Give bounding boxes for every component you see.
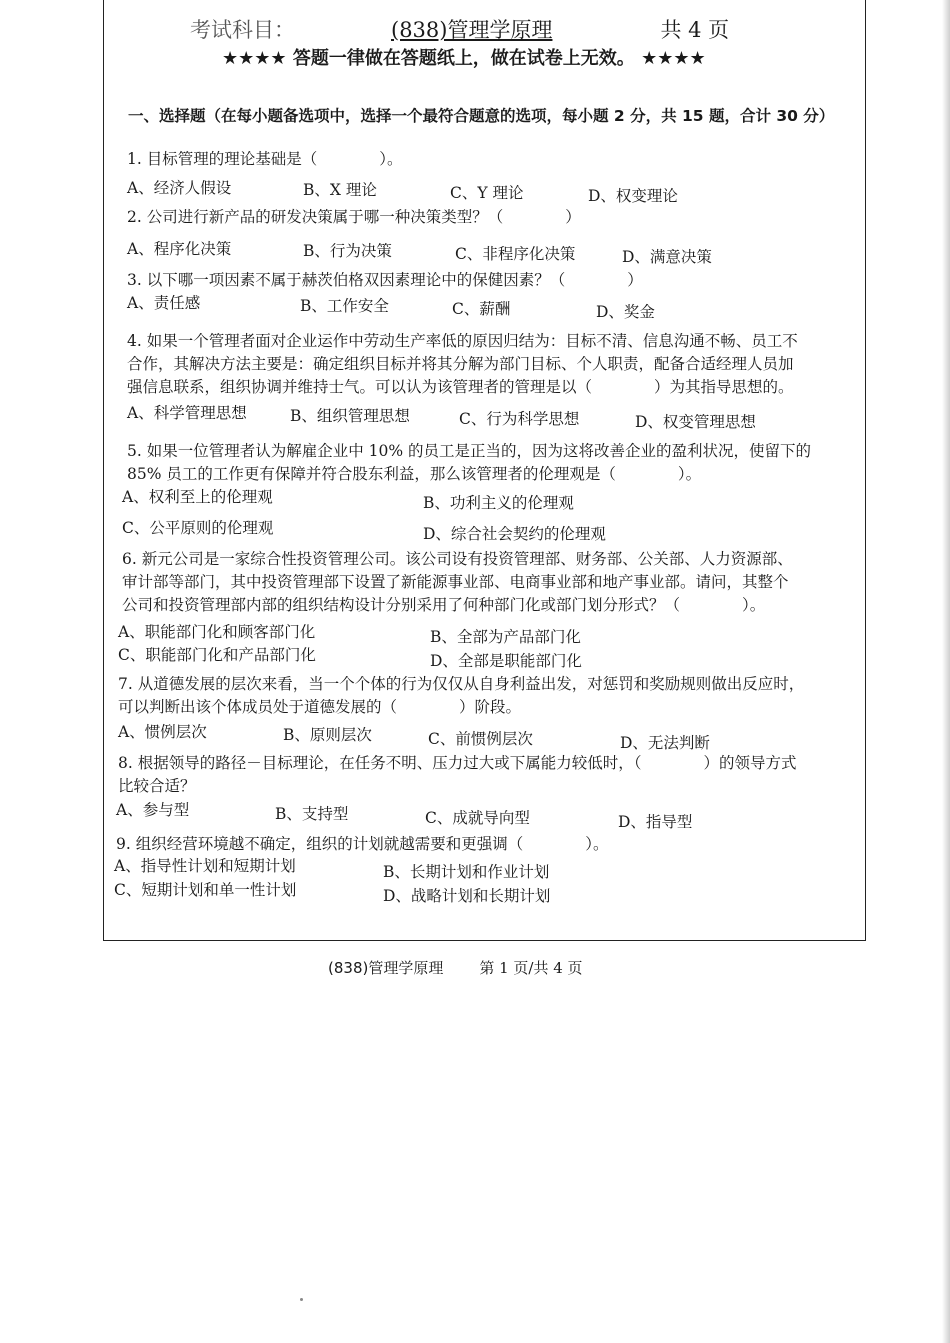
option-b: B、支持型	[275, 805, 349, 823]
option-c: C、行为科学思想	[459, 410, 580, 428]
option-d: D、战略计划和长期计划	[383, 887, 551, 905]
exam-notice: ★★★★ 答题一律做在答题纸上，做在试卷上无效。 ★★★★	[222, 48, 706, 69]
option-b: B、组织管理思想	[290, 407, 410, 425]
option-b: B、功利主义的伦理观	[423, 494, 574, 512]
question-2	[127, 206, 581, 229]
page-footer	[328, 957, 583, 978]
option-b: B、长期计划和作业计划	[383, 863, 550, 881]
question-stem-line-3: 公司和投资管理部内部的组织结构设计分别采用了何种部门化或部门划分形式？（ ）。	[122, 596, 766, 614]
option-b: B、X 理论	[303, 181, 377, 199]
question-7	[118, 673, 804, 719]
option-a: A、惯例层次	[118, 723, 207, 741]
question-stem-line-2: 85% 员工的工作更有保障并符合股东利益，那么该管理者的伦理观是（ ）。	[127, 465, 702, 483]
option-b: B、工作安全	[300, 297, 389, 315]
option-d: D、权变管理思想	[635, 413, 756, 431]
option-c: C、公平原则的伦理观	[122, 519, 274, 537]
question-3	[127, 269, 643, 292]
question-stem-line-2: 合作，其解决方法主要是：确定组织目标并将其分解为部门目标、个人职责，配备合适经理人员加	[127, 355, 794, 373]
question-5	[127, 440, 811, 486]
question-6	[122, 548, 793, 617]
footer-page-number: 第 1 页/共 4 页	[479, 959, 583, 977]
question-stem-line-1: 6. 新元公司是一家综合性投资管理公司。该公司设有投资管理部、财务部、公关部、人力资源部、	[122, 550, 793, 568]
question-stem: 3. 以下哪一项因素不属于赫茨伯格双因素理论中的保健因素？（ ）	[127, 271, 643, 289]
question-stem-line-1: 7. 从道德发展的层次来看，当一个个体的行为仅仅从自身利益出发，对惩罚和奖励规则做出反应时，	[118, 675, 805, 693]
section-title: 一、选择题（在每小题备选项中，选择一个最符合题意的选项，每小题 2 分，共 15 题，合计 30 分）	[128, 107, 835, 125]
scan-edge-shadow	[942, 0, 950, 1343]
question-stem-line-1: 4. 如果一个管理者面对企业运作中劳动生产率低的原因归结为：目标不清、信息沟通不畅、员工不	[127, 332, 798, 350]
option-b: B、全部为产品部门化	[430, 628, 581, 646]
scan-speck	[300, 1298, 303, 1301]
option-c: C、非程序化决策	[455, 245, 576, 263]
option-b: B、原则层次	[283, 726, 372, 744]
option-d: D、综合社会契约的伦理观	[423, 525, 606, 543]
question-9	[116, 833, 608, 856]
question-stem: 1. 目标管理的理论基础是（ ）。	[127, 150, 403, 168]
option-a: A、职能部门化和顾客部门化	[118, 623, 316, 641]
question-stem-line-2: 比较合适？	[118, 777, 196, 795]
subject-label: 考试科目：	[190, 18, 295, 42]
option-a: A、经济人假设	[127, 179, 232, 197]
option-a: A、参与型	[116, 801, 190, 819]
option-a: A、程序化决策	[127, 240, 232, 258]
total-pages: 共 4 页	[660, 18, 730, 42]
option-a: A、责任感	[127, 294, 201, 312]
option-d: D、指导型	[618, 813, 693, 831]
footer-subject: (838)管理学原理	[328, 959, 444, 977]
option-a: A、权利至上的伦理观	[122, 488, 273, 506]
option-c: C、Y 理论	[450, 184, 524, 202]
exam-header	[190, 14, 729, 44]
option-d: D、满意决策	[622, 248, 712, 266]
question-stem-line-2: 审计部等部门，其中投资管理部下设置了新能源事业部、电商事业部和地产事业部。请问，其整个	[122, 573, 789, 591]
option-c: C、薪酬	[452, 300, 511, 318]
option-b: B、行为决策	[303, 242, 392, 260]
question-4	[127, 330, 798, 399]
option-a: A、科学管理思想	[127, 404, 247, 422]
question-stem-line-1: 8. 根据领导的路径－目标理论，在任务不明、压力过大或下属能力较低时，（ ）的领导方式	[118, 754, 797, 772]
option-d: D、奖金	[596, 303, 655, 321]
question-8	[118, 752, 796, 798]
option-c: C、成就导向型	[425, 809, 530, 827]
option-d: D、全部是职能部门化	[430, 652, 582, 670]
option-d: D、权变理论	[588, 187, 678, 205]
option-c: C、前惯例层次	[428, 730, 533, 748]
option-c: C、短期计划和单一性计划	[114, 881, 297, 899]
exam-subject: (838)管理学原理	[391, 18, 553, 42]
option-d: D、无法判断	[620, 734, 710, 752]
question-stem-line-3: 强信息联系，组织协调并维持士气。可以认为该管理者的管理是以（ ）为其指导思想的。	[127, 378, 794, 396]
question-stem-line-2: 可以判断出该个体成员处于道德发展的（ ）阶段。	[118, 698, 522, 716]
question-stem-line-1: 5. 如果一位管理者认为解雇企业中 10% 的员工是正当的，因为这将改善企业的盈利状况，使留下的	[127, 442, 812, 460]
option-c: C、职能部门化和产品部门化	[118, 646, 316, 664]
question-stem: 2. 公司进行新产品的研发决策属于哪一种决策类型？（ ）	[127, 208, 581, 226]
question-stem: 9. 组织经营环境越不确定，组织的计划就越需要和更强调（ ）。	[116, 835, 609, 853]
option-a: A、指导性计划和短期计划	[114, 857, 296, 875]
question-1	[127, 148, 402, 171]
